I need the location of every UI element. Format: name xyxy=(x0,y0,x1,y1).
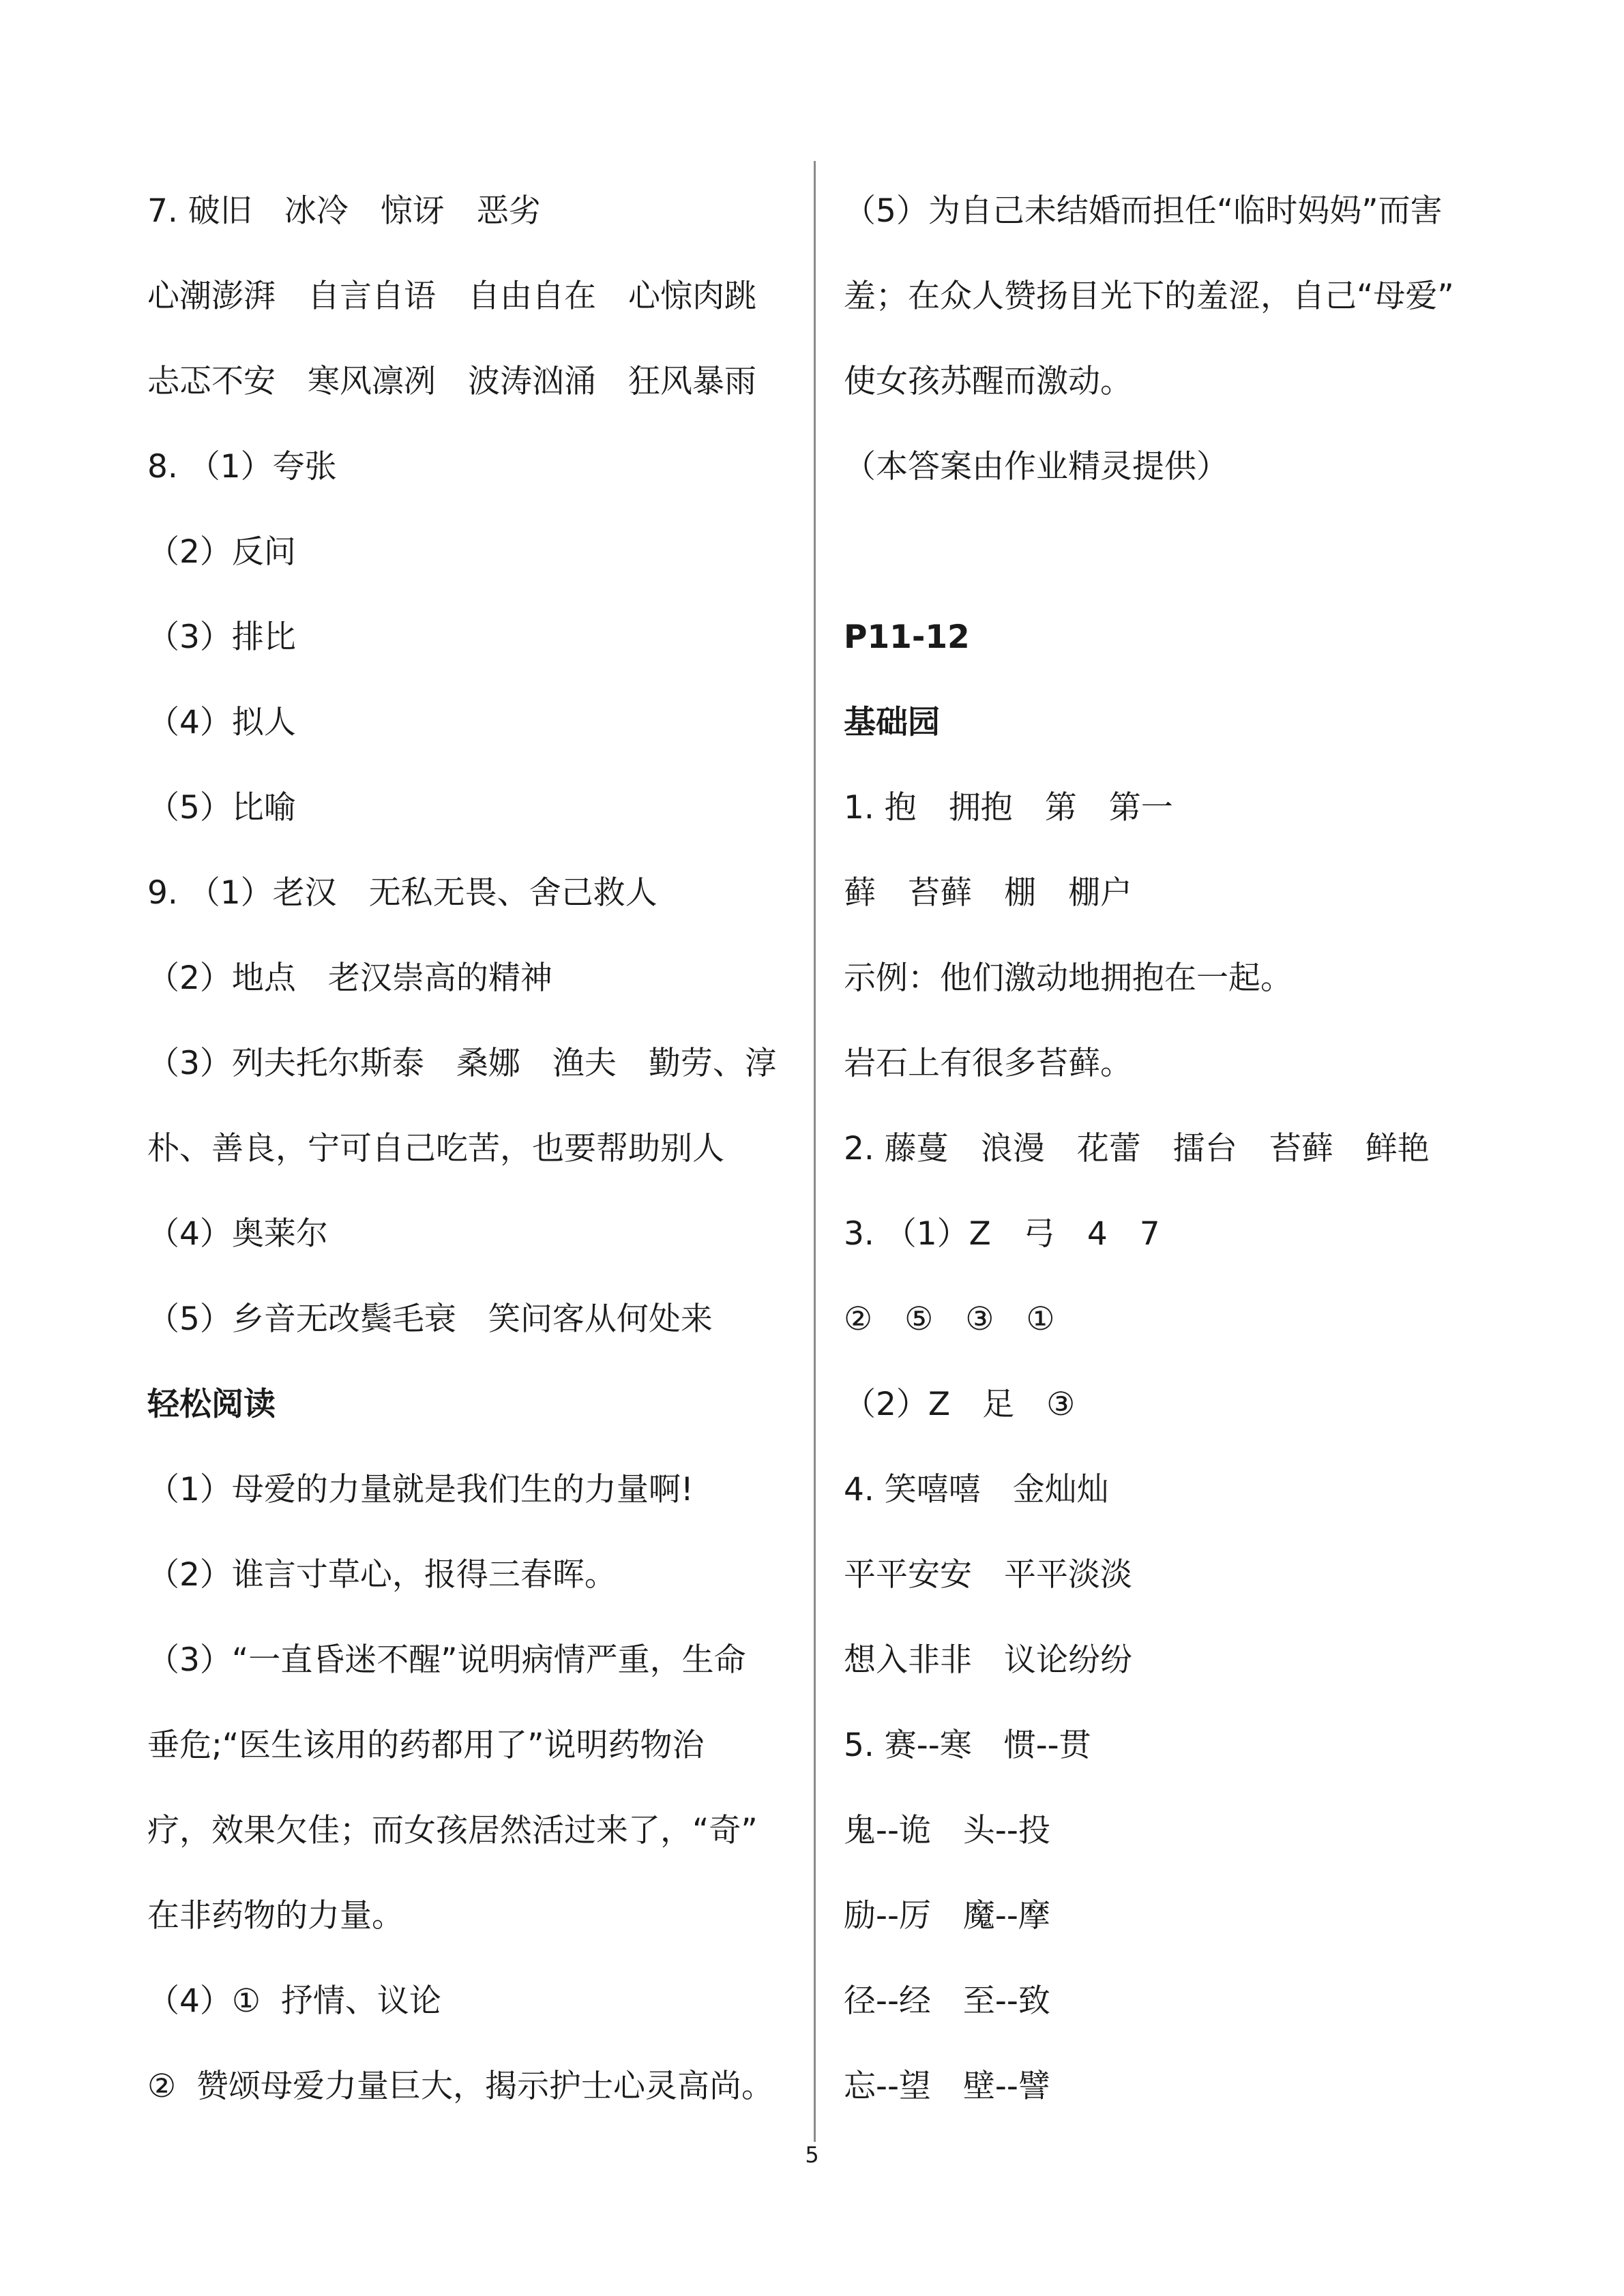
right-column-heading: P11-12 xyxy=(844,618,970,656)
left-column-line: ② 赞颂母爱力量巨大，揭示护士心灵高尚。 xyxy=(147,2068,774,2105)
left-column-line: （2）反问 xyxy=(147,533,296,571)
left-column-line: （3）“一直昏迷不醒”说明病情严重，生命 xyxy=(147,1641,746,1679)
right-column-line: 径--经 至--致 xyxy=(844,1982,1050,2020)
right-column-heading: 基础园 xyxy=(844,704,940,741)
right-column-line: 3. （1）Z 弓 4 7 xyxy=(844,1215,1160,1253)
right-column-line: ② ⑤ ③ ① xyxy=(844,1300,1055,1338)
left-column-line: 9. （1）老汉 无私无畏、舍己救人 xyxy=(147,874,658,912)
column-divider xyxy=(814,161,816,2142)
right-column-line: 1. 抱 拥抱 第 第一 xyxy=(844,789,1173,826)
right-column-line: 忘--望 壁--譬 xyxy=(844,2068,1050,2105)
right-column-line: 鬼--诡 头--投 xyxy=(844,1812,1050,1849)
right-column-line: 示例：他们激动地拥抱在一起。 xyxy=(844,959,1293,997)
left-column-line: （3）列夫托尔斯泰 桑娜 渔夫 勤劳、淳 xyxy=(147,1045,777,1082)
left-column-line: （1）母爱的力量就是我们生的力量啊! xyxy=(147,1471,694,1508)
left-column-line: （5）比喻 xyxy=(147,789,296,826)
left-column-line: 垂危;“医生该用的药都用了”说明药物治 xyxy=(147,1727,705,1764)
right-column-line: 励--厉 魔--摩 xyxy=(844,1897,1050,1935)
left-column-line: 疗，效果欠佳；而女孩居然活过来了，“奇” xyxy=(147,1812,758,1849)
right-column xyxy=(844,181,1498,2142)
left-column-line: 朴、善良，宁可自己吃苦，也要帮助别人 xyxy=(147,1130,724,1167)
right-column-line: 想入非非 议论纷纷 xyxy=(844,1641,1132,1679)
right-column-line: 羞；在众人赞扬目光下的羞涩，自己“母爱” xyxy=(844,278,1454,315)
left-column-line: （4）拟人 xyxy=(147,704,296,741)
left-column-line: （4）① 抒情、议论 xyxy=(147,1982,441,2020)
left-column-line: 在非药物的力量。 xyxy=(147,1897,404,1935)
right-column-line: （本答案由作业精灵提供） xyxy=(844,448,1228,486)
left-column-line: 心潮澎湃 自言自语 自由自在 心惊肉跳 xyxy=(147,278,756,315)
left-column-line: 7. 破旧 冰冷 惊讶 恶劣 xyxy=(147,192,541,230)
left-column xyxy=(147,181,802,2142)
left-column-line: 忐忑不安 寒风凛冽 波涛汹涌 狂风暴雨 xyxy=(147,363,756,400)
left-column-heading: 轻松阅读 xyxy=(147,1386,276,1423)
right-column-line: 2. 藤蔓 浪漫 花蕾 擂台 苔藓 鲜艳 xyxy=(844,1130,1430,1167)
left-column-line: （3）排比 xyxy=(147,618,296,656)
left-column-line: （2）谁言寸草心，报得三春晖。 xyxy=(147,1556,617,1594)
right-column-line: 平平安安 平平淡淡 xyxy=(844,1556,1132,1594)
right-column-line: （2）Z 足 ③ xyxy=(844,1386,1076,1423)
right-column-line: 4. 笑嘻嘻 金灿灿 xyxy=(844,1471,1109,1508)
left-column-line: （5）乡音无改鬓毛衰 笑问客从何处来 xyxy=(147,1300,713,1338)
left-column-line: 8. （1）夸张 xyxy=(147,448,337,486)
right-column-line: （5）为自己未结婚而担任“临时妈妈”而害 xyxy=(844,192,1443,230)
left-column-line: （2）地点 老汉崇高的精神 xyxy=(147,959,552,997)
left-column-line: （4）奥莱尔 xyxy=(147,1215,328,1253)
right-column-line: 5. 赛--寒 惯--贯 xyxy=(844,1727,1091,1764)
right-column-line: 使女孩苏醒而激动。 xyxy=(844,363,1132,400)
page-number: 5 xyxy=(805,2142,819,2168)
right-column-line: 藓 苔藓 棚 棚户 xyxy=(844,874,1132,912)
right-column-line xyxy=(844,522,1498,608)
right-column-line: 岩石上有很多苔藓。 xyxy=(844,1045,1132,1082)
